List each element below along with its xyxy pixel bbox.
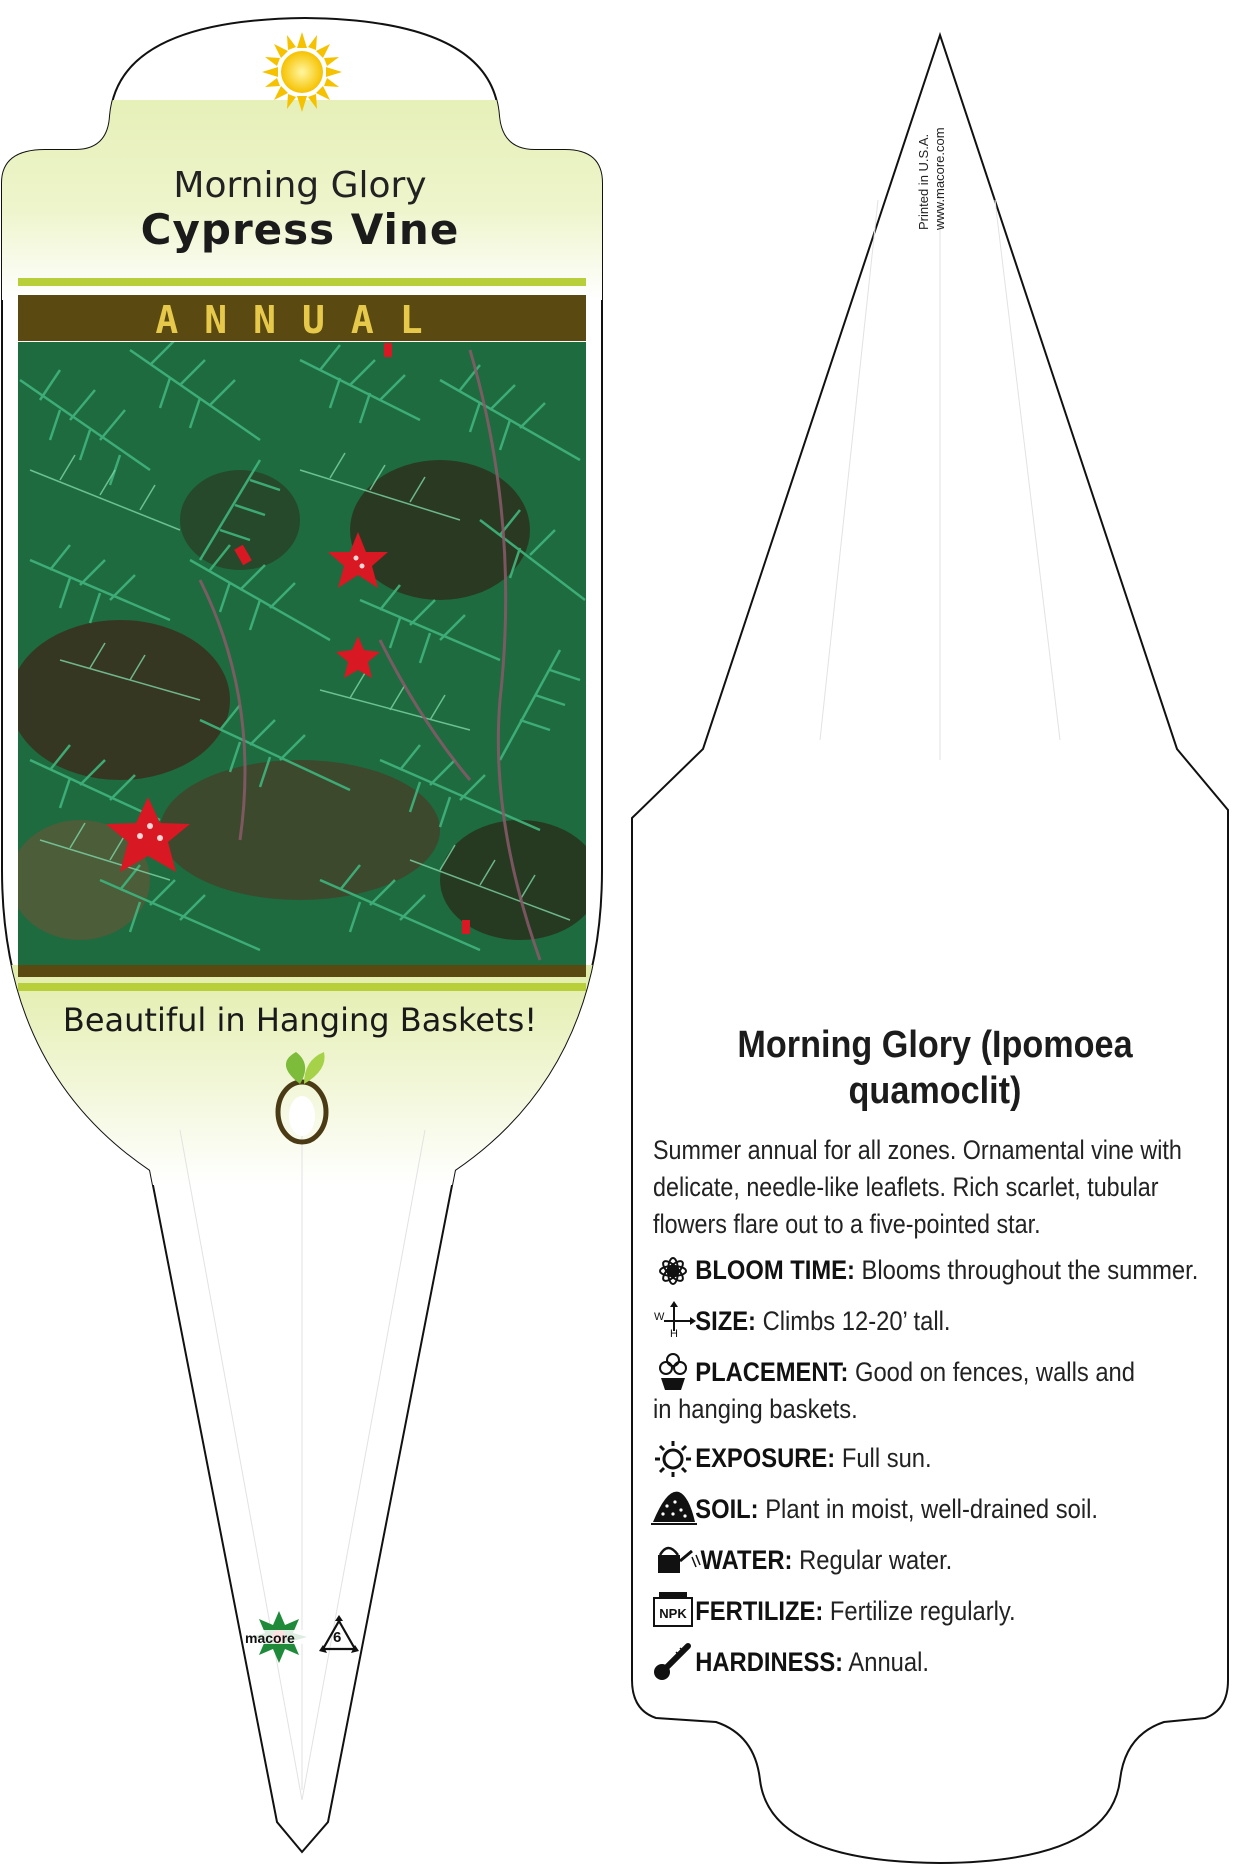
attribute-label: FERTILIZE:: [695, 1596, 824, 1626]
attribute-label: SIZE:: [695, 1306, 756, 1336]
attribute-bloom-time: [653, 1252, 1216, 1289]
attribute-fertilize: [653, 1593, 1216, 1630]
attribute-text: Full sun.: [841, 1443, 932, 1473]
plant-variety-name: Cypress Vine: [140, 205, 460, 254]
lime-stripe: [18, 278, 586, 286]
attribute-soil: [653, 1491, 1216, 1528]
attribute-text: Climbs 12-20’ tall.: [762, 1306, 951, 1336]
plant-common-name: Morning Glory: [173, 165, 427, 206]
attribute-exposure: [653, 1440, 1216, 1477]
attribute-text: Regular water.: [799, 1545, 953, 1575]
printed-website: www.macore.com: [932, 127, 947, 230]
attribute-label: EXPOSURE:: [695, 1443, 836, 1473]
annual-label: ANNUAL: [155, 298, 449, 342]
attribute-text: Good on fences, walls and in hanging baskets.: [653, 1357, 1135, 1424]
attribute-placement: [653, 1354, 1155, 1428]
plant-description: Summer annual for all zones. Ornamental vine with delicate, needle-like leaflets. Rich scarlet, tubular flowers flare out to a five-pointed star.: [653, 1135, 1182, 1239]
attribute-size: [653, 1303, 1216, 1340]
attribute-label: SOIL:: [695, 1494, 759, 1524]
lime-stripe: [18, 983, 586, 991]
plant-photo: [10, 340, 600, 965]
sun-icon: [262, 32, 342, 112]
attribute-label: HARDINESS:: [695, 1647, 844, 1677]
size-icon-width-letter: W: [654, 1311, 665, 1323]
back-tag: [632, 35, 1228, 1863]
svg-text:NPK: NPK: [659, 1606, 687, 1621]
recycle-code: 6: [333, 1629, 342, 1646]
attribute-hardiness: [653, 1644, 1216, 1681]
printed-country: Printed in U.S.A.: [916, 133, 931, 230]
size-icon-height-letter: H: [670, 1328, 678, 1340]
attribute-text: Blooms throughout the summer.: [861, 1255, 1199, 1285]
attribute-water: [653, 1542, 1216, 1579]
brand-name: macore: [245, 1630, 295, 1646]
attribute-text: Annual.: [848, 1647, 929, 1677]
attribute-label: WATER:: [700, 1545, 793, 1575]
attribute-text: Fertilize regularly.: [829, 1596, 1016, 1626]
tagline: Beautiful in Hanging Baskets!: [62, 1001, 538, 1039]
attribute-text: Plant in moist, well-drained soil.: [765, 1494, 1099, 1524]
back-title: Morning Glory (Ipomoea quamoclit): [737, 1024, 1133, 1112]
printed-info: [916, 127, 948, 230]
attribute-label: BLOOM TIME:: [695, 1255, 855, 1285]
attribute-label: PLACEMENT:: [695, 1357, 849, 1387]
